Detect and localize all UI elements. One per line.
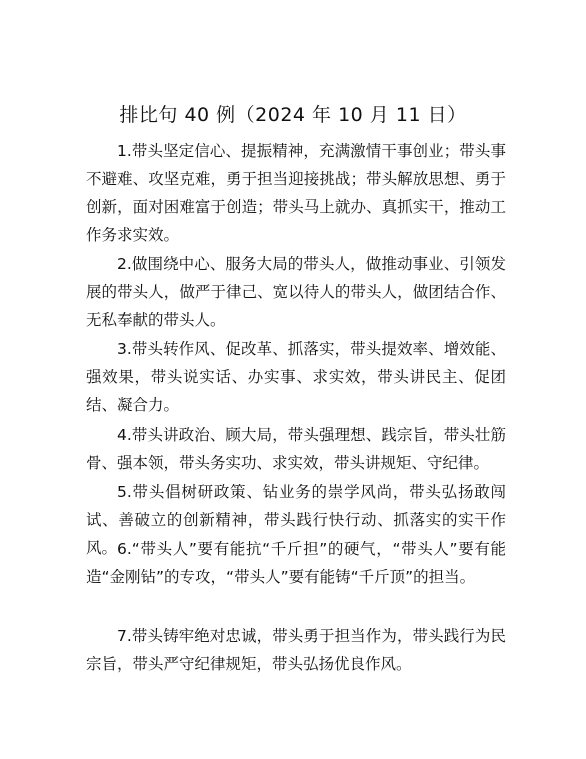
paragraph-2: [86, 250, 506, 334]
paragraph-1: [86, 137, 506, 249]
paragraph-6: [86, 535, 506, 591]
paragraph-4-text: 4.带头讲政治、顾大局，带头强理想、践宗旨，带头壮筋骨、强本领，带头务实功、求实效，带头讲规矩、守纪律。: [86, 426, 506, 472]
paragraph-5-text: 5.带头倡树研政策、钻业务的崇学风尚，带头弘扬敢闯试、善破立的创新精神，带头践行快行动、抓落实的实干作风。: [86, 483, 506, 557]
paragraph-2-text: 2.做围绕中心、服务大局的带头人，做推动事业、引领发展的带头人，做严于律己、宽以待人的带头人，做团结合作、无私奉献的带头人。: [86, 255, 506, 329]
paragraph-7: [86, 622, 506, 678]
document-title: 排比句 40 例（2024 年 10 月 11 日）: [119, 104, 467, 126]
paragraph-3: [86, 335, 506, 419]
paragraph-6-text: 6.“带头人”要有能抗“千斤担”的硬气，“带头人”要有能造“金刚钻”的专攻，“带头人”要有能铸“千斤顶”的担当。: [86, 540, 506, 586]
paragraph-1-text: 1.带头坚定信心、提振精神，充满激情干事创业；带头事不避难、攻坚克难，勇于担当迎接挑战；带头解放思想、勇于创新，面对困难富于创造；带头马上就办、真抓实干，推动工作务求实效。: [86, 142, 506, 244]
paragraph-4: [86, 421, 506, 477]
paragraph-7-text: 7.带头铸牢绝对忠诚，带头勇于担当作为，带头践行为民宗旨，带头严守纪律规矩，带头弘扬优良作风。: [86, 627, 506, 673]
paragraph-3-text: 3.带头转作风、促改革、抓落实，带头提效率、增效能、强效果，带头说实话、办实事、求实效，带头讲民主、促团结、凝合力。: [86, 340, 506, 414]
